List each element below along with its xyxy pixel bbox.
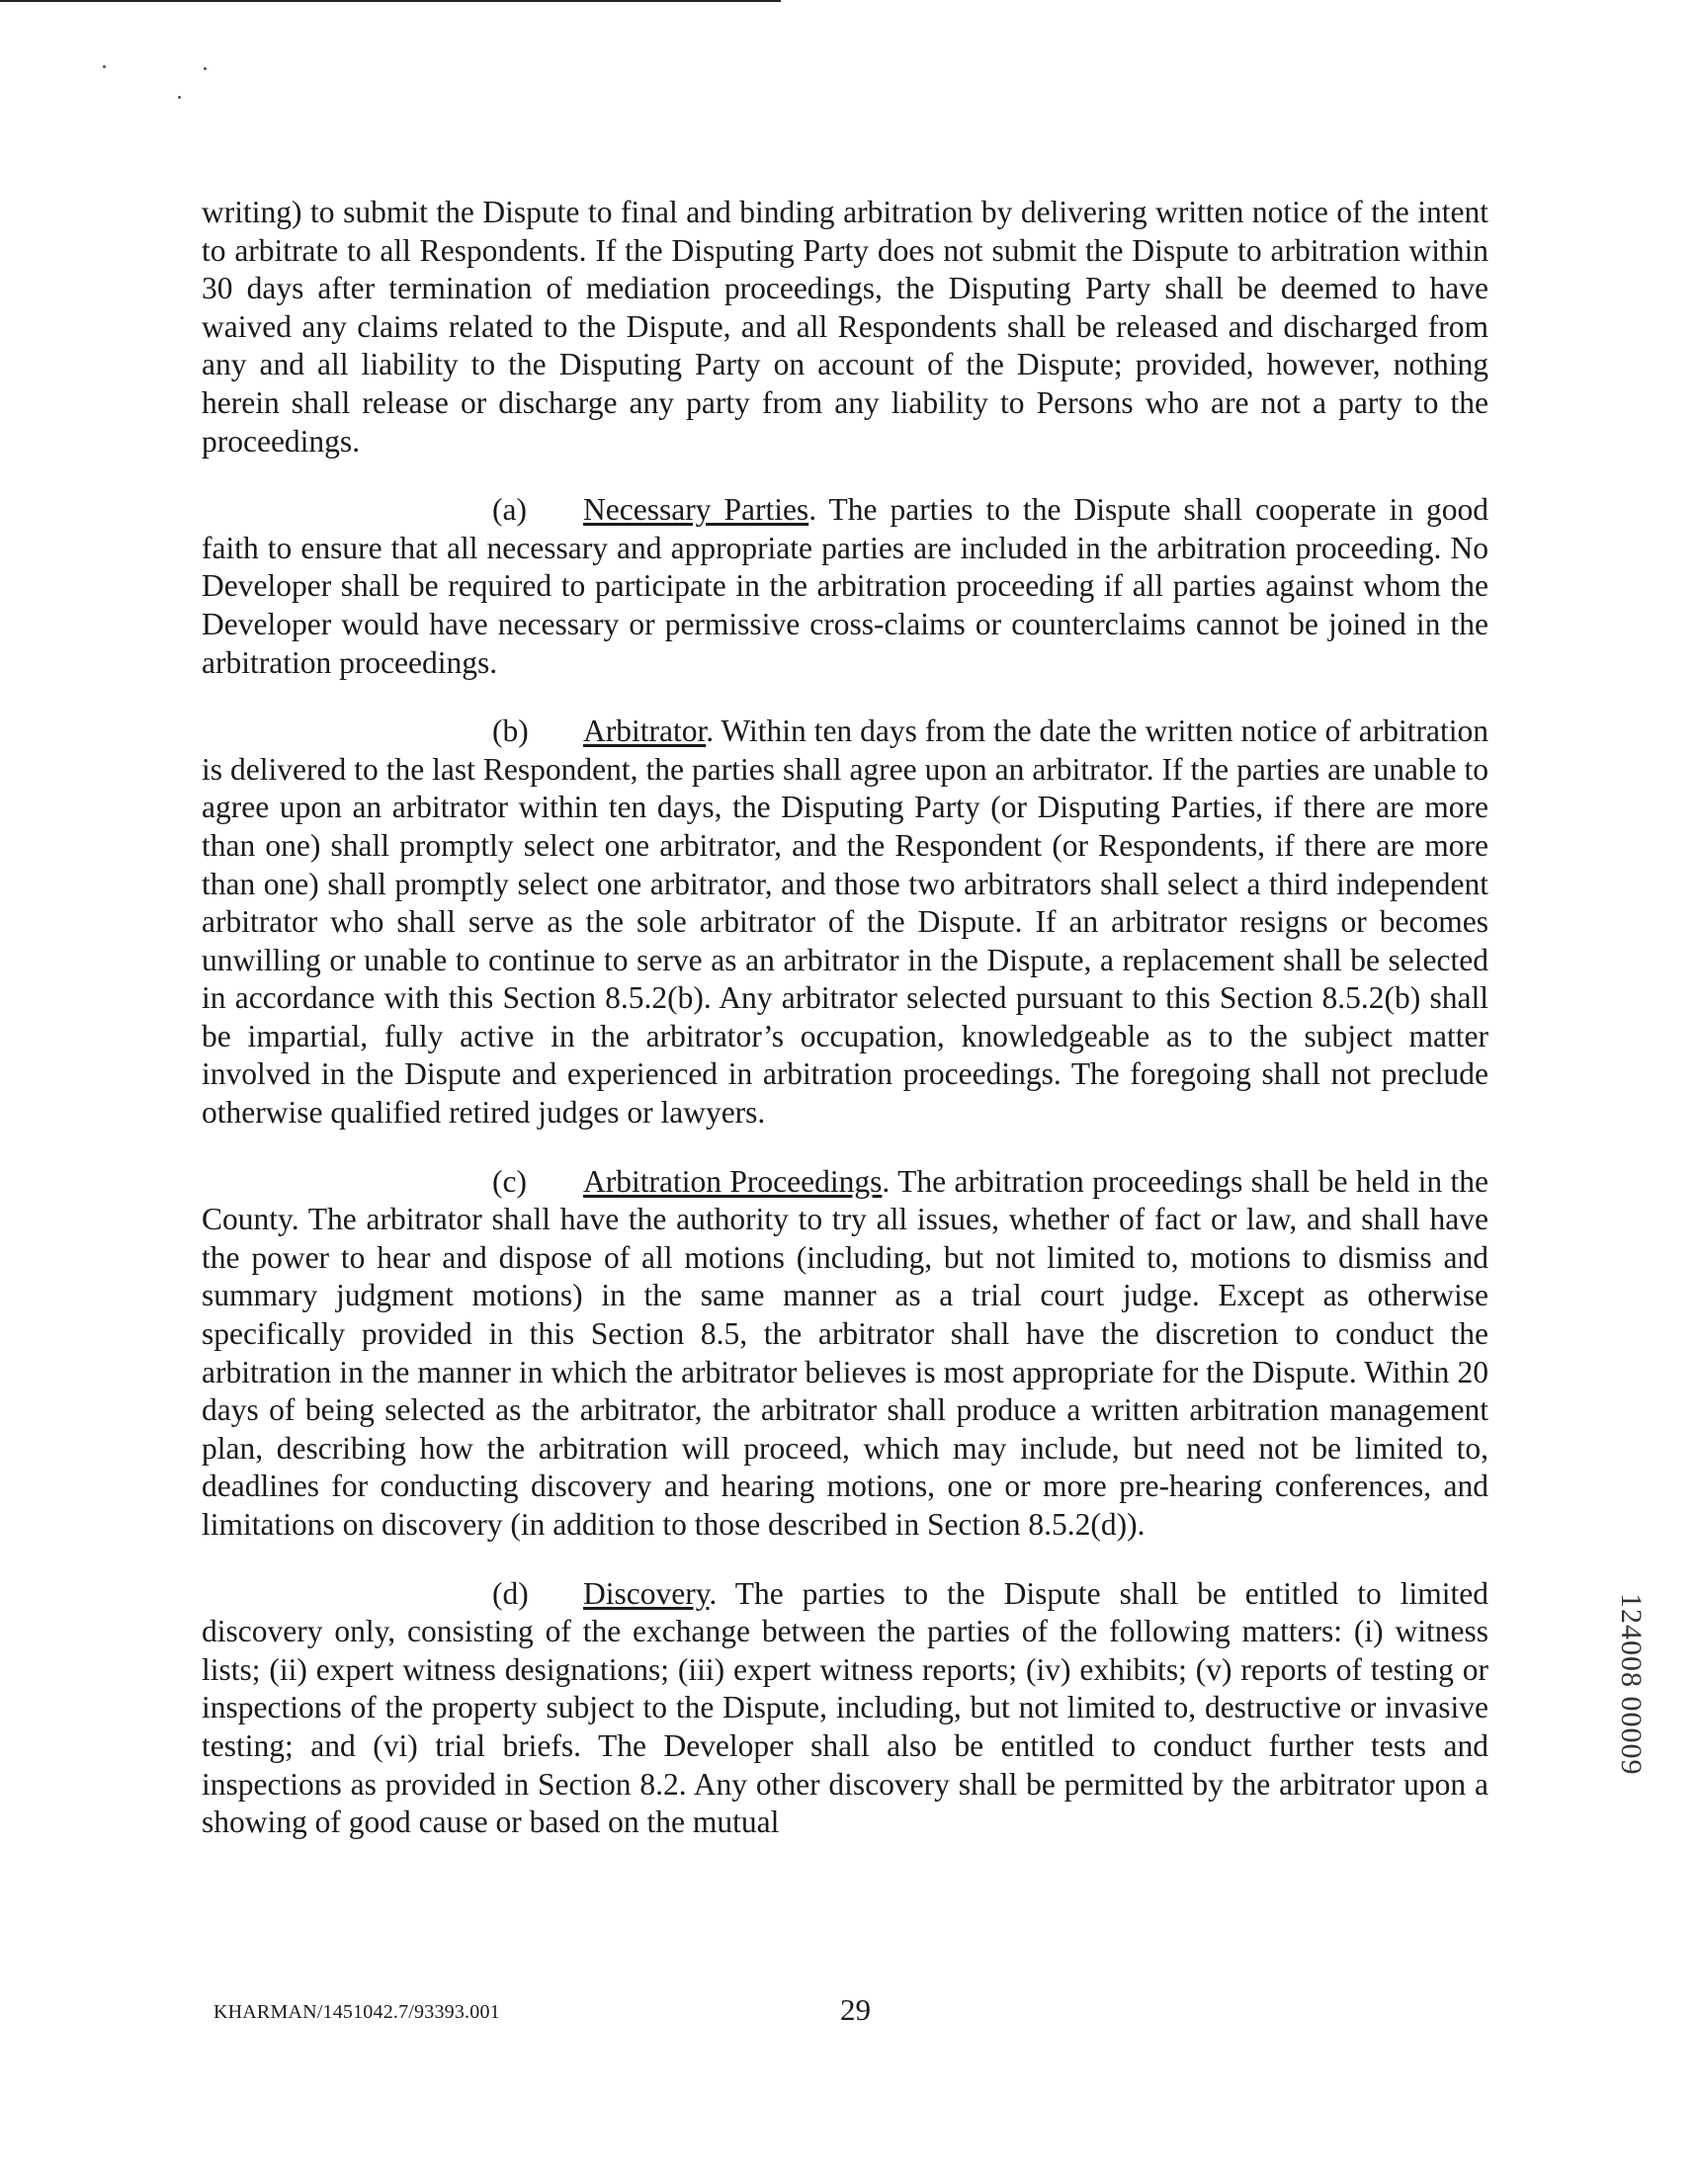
paragraph-c	[202, 1163, 1488, 1545]
bates-number: 124008 00009	[1615, 1593, 1648, 1776]
scan-speck	[204, 67, 207, 70]
scan-speck	[103, 65, 106, 68]
paragraph-c-text: . The arbitration proceedings shall be held in the County. The arbitrator shall have the authority to try all issues, whether of fact or law, and shall have the power to hear and dispose of all motions (including, but not limited to, motions to dismiss and summary judgment motions) in the same manner as a trial court judge. Except as otherwise specifically provided in this Section 8.5, the arbitrator shall have the discretion to conduct the arbitration in the manner in which the arbitrator believes is most appropriate for the Dispute. Within 20 days of being selected as the arbitrator, the arbitrator shall produce a written arbitration management plan, describing how the arbitration will proceed, which may include, but need not be limited to, deadlines for conducting discovery and hearing motions, one or more pre-hearing conferences, and limitations on discovery (in addition to those described in Section 8.5.2(d)).	[202, 1163, 1488, 1542]
paragraph-b-label: (b)	[492, 714, 529, 749]
paragraph-a-text: . The parties to the Dispute shall cooperate in good faith to ensure that all necessary and appropriate parties are included in the arbitration proceeding. No Developer shall be required to participate in the arbitration proceeding if all parties against whom the Developer would have necessary or permissive cross-claims or counterclaims cannot be joined in the arbitration proceedings.	[202, 492, 1488, 680]
document-body	[202, 194, 1488, 1873]
footer-document-id: KHARMAN/1451042.7/93393.001	[213, 2001, 500, 2023]
paragraph-a-heading: Necessary Parties	[583, 492, 809, 528]
page-number: 29	[840, 1992, 871, 2027]
paragraph-c-label: (c)	[492, 1163, 527, 1199]
paragraph-b-heading: Arbitrator	[583, 714, 707, 749]
intro-paragraph: writing) to submit the Dispute to final and binding arbitration by delivering written notice of the intent to arbitrate to all Respondents. If the Disputing Party does not submit the Dispute to arbitration within 30 days after termination of mediation proceedings, the Disputing Party shall be deemed to have waived any claims related to the Dispute, and all Respondents shall be released and discharged from any and all liability to the Disputing Party on account of the Dispute; provided, however, nothing herein shall release or discharge any party from any liability to Persons who are not a party to the proceedings.	[202, 195, 1488, 459]
paragraph-c-heading: Arbitration Proceedings	[583, 1163, 883, 1199]
paragraph-a	[202, 491, 1488, 682]
paragraph-a-label: (a)	[492, 492, 527, 528]
paragraph-d-text: . The parties to the Dispute shall be entitled to limited discovery only, consisting of the exchange between the parties of the following matters: (i) witness lists; (ii) expert witness designations; (iii) expert witness reports; (iv) exhibits; (v) reports of testing or inspections of the property subject to the Dispute, including, but not limited to, destructive or invasive testing; and (vi) trial briefs. The Developer shall also be entitled to conduct further tests and inspections as provided in Section 8.2. Any other discovery shall be permitted by the arbitrator upon a showing of good cause or based on the mutual	[202, 1575, 1488, 1840]
paragraph-d-heading: Discovery	[583, 1575, 710, 1611]
paragraph-b-text: . Within ten days from the date the written notice of arbitration is delivered to the last Respondent, the parties shall agree upon an arbitrator. If the parties are unable to agree upon an arbitrator within ten days, the Disputing Party (or Disputing Parties, if there are more than one) shall promptly select one arbitrator, and the Respondent (or Respondents, if there are more than one) shall promptly select one arbitrator, and those two arbitrators shall select a third independent arbitrator who shall serve as the sole arbitrator of the Dispute. If an arbitrator resigns or becomes unwilling or unable to continue to serve as an arbitrator in the Dispute, a replacement shall be selected in accordance with this Section 8.5.2(b). Any arbitrator selected pursuant to this Section 8.5.2(b) shall be impartial, fully active in the arbitrator’s occupation, knowledgeable as to the subject matter involved in the Dispute and experienced in arbitration proceedings. The foregoing shall not preclude otherwise qualified retired judges or lawyers.	[202, 714, 1488, 1131]
paragraph-d-label: (d)	[492, 1575, 529, 1611]
scan-edge-line	[0, 0, 781, 2]
paragraph-d	[202, 1575, 1488, 1842]
scan-speck	[178, 96, 181, 99]
paragraph-b	[202, 713, 1488, 1133]
